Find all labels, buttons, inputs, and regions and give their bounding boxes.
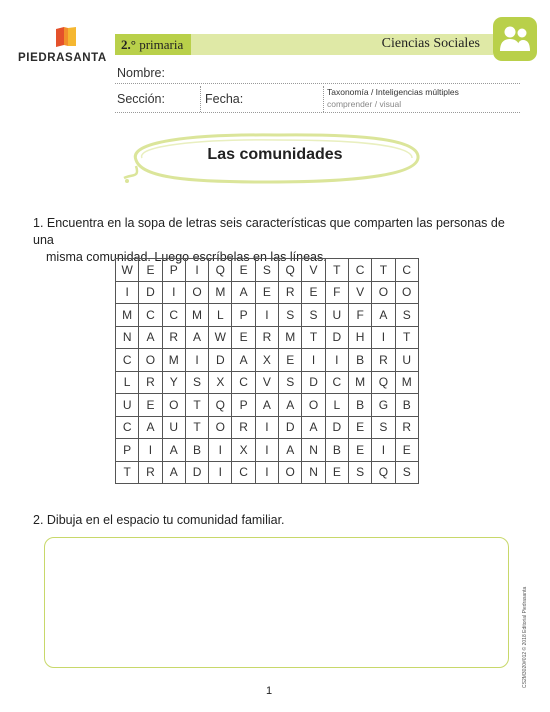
word-search-cell[interactable]: X [209,371,232,394]
word-search-cell[interactable]: E [325,461,348,484]
word-search-cell[interactable]: D [209,349,232,372]
word-search-cell[interactable]: U [395,349,418,372]
word-search-cell[interactable]: R [232,416,255,439]
word-search-cell[interactable]: B [348,349,371,372]
word-search-cell[interactable]: T [395,326,418,349]
word-search-cell[interactable]: A [302,416,325,439]
word-search-cell[interactable]: F [325,281,348,304]
word-search-cell[interactable]: R [372,349,395,372]
word-search-cell[interactable]: X [232,439,255,462]
people-icon [493,17,537,61]
word-search-row [116,304,419,327]
word-search-cell[interactable]: L [209,304,232,327]
word-search-cell[interactable]: O [139,349,162,372]
word-search-cell[interactable]: M [348,371,371,394]
word-search-cell[interactable]: G [372,394,395,417]
word-search-grid [115,258,419,484]
word-search-cell[interactable]: I [325,349,348,372]
word-search-cell[interactable]: E [232,326,255,349]
word-search-cell[interactable]: F [348,304,371,327]
word-search-cell[interactable]: E [348,439,371,462]
word-search-cell[interactable]: Q [209,394,232,417]
word-search-cell[interactable]: I [372,439,395,462]
copyright-side-text [519,548,529,688]
word-search-cell[interactable]: B [325,439,348,462]
word-search-row [116,259,419,282]
word-search-cell[interactable]: I [209,439,232,462]
word-search-cell[interactable]: E [279,349,302,372]
word-search-cell[interactable]: P [162,259,185,282]
word-search-cell[interactable]: A [139,416,162,439]
word-search-cell[interactable]: A [185,326,208,349]
word-search-cell[interactable]: S [395,304,418,327]
word-search-cell[interactable]: O [395,281,418,304]
open-book-icon [54,26,78,48]
word-search-cell[interactable]: I [302,349,325,372]
word-search-cell[interactable]: I [116,281,139,304]
word-search-row [116,371,419,394]
word-search-cell[interactable]: Q [372,461,395,484]
word-search-cell[interactable]: A [162,439,185,462]
word-search-cell[interactable]: R [279,281,302,304]
word-search-row [116,349,419,372]
question-1-line1: 1. Encuentra en la sopa de letras seis características que comparten las personas de una [33,216,505,247]
word-search-row [116,326,419,349]
word-search-cell[interactable]: V [348,281,371,304]
word-search-cell[interactable]: I [162,281,185,304]
section-label: Sección: [117,92,165,106]
word-search-cell[interactable]: O [162,394,185,417]
word-search-cell[interactable]: S [302,304,325,327]
word-search-cell[interactable]: M [395,371,418,394]
word-search-cell[interactable]: P [116,439,139,462]
word-search-cell[interactable]: I [255,416,278,439]
word-search-cell[interactable]: E [232,259,255,282]
word-search-cell[interactable]: Q [279,259,302,282]
word-search-cell[interactable]: I [185,349,208,372]
word-search-cell[interactable]: S [279,371,302,394]
word-search-cell[interactable]: W [209,326,232,349]
word-search-cell[interactable]: E [302,281,325,304]
section-line [115,112,520,113]
word-search-cell[interactable]: S [348,461,371,484]
word-search-cell[interactable]: I [139,439,162,462]
word-search-cell[interactable]: D [302,371,325,394]
word-search-cell[interactable]: U [162,416,185,439]
word-search-cell[interactable]: I [185,259,208,282]
question-2: 2. Dibuja en el espacio tu comunidad familiar. [33,513,285,527]
word-search-cell[interactable]: U [116,394,139,417]
word-search-cell[interactable]: T [185,416,208,439]
word-search-cell[interactable]: A [162,461,185,484]
word-search-cell[interactable]: N [116,326,139,349]
word-search-cell[interactable]: D [325,416,348,439]
word-search-cell[interactable]: X [255,349,278,372]
word-search-cell[interactable]: B [348,394,371,417]
date-label: Fecha: [205,92,244,106]
question-1-line2: misma comunidad. Luego escríbelas en las líneas. [46,250,327,264]
word-search-cell[interactable]: L [325,394,348,417]
word-search-cell[interactable]: V [255,371,278,394]
word-search-cell[interactable]: A [372,304,395,327]
drawing-area[interactable] [44,537,509,668]
word-search-cell[interactable]: C [162,304,185,327]
word-search-cell[interactable]: Q [209,259,232,282]
word-search-cell[interactable]: R [162,326,185,349]
word-search-cell[interactable]: D [139,281,162,304]
word-search-cell[interactable]: E [255,281,278,304]
word-search-row [116,281,419,304]
name-line[interactable] [115,83,520,84]
word-search-cell[interactable]: S [279,304,302,327]
word-search-cell[interactable]: A [232,281,255,304]
word-search-cell[interactable]: L [116,371,139,394]
word-search-cell[interactable]: S [185,371,208,394]
word-search-cell[interactable]: C [116,349,139,372]
word-search-cell[interactable]: O [372,281,395,304]
word-search-cell[interactable]: V [302,259,325,282]
word-search-row [116,394,419,417]
name-label: Nombre: [117,66,165,80]
word-search-cell[interactable]: T [325,259,348,282]
word-search-cell[interactable]: C [348,259,371,282]
field-divider [323,86,324,112]
taxonomy-value: comprender / visual [327,99,402,109]
word-search-cell[interactable]: A [255,394,278,417]
word-search-row [116,461,419,484]
word-search-cell[interactable]: A [279,439,302,462]
word-search-cell[interactable]: I [255,439,278,462]
word-search-cell[interactable]: M [279,326,302,349]
word-search-cell[interactable]: I [255,304,278,327]
word-search-cell[interactable]: O [279,461,302,484]
word-search-cell[interactable]: E [139,394,162,417]
word-search-cell[interactable]: C [395,259,418,282]
word-search-cell[interactable]: D [185,461,208,484]
publisher-logo: PIEDRASANTA [18,52,107,64]
word-search-cell[interactable]: O [302,394,325,417]
word-search-cell[interactable]: T [302,326,325,349]
page-number: 1 [266,685,273,697]
word-search-cell[interactable]: S [372,416,395,439]
word-search-cell[interactable]: C [116,416,139,439]
word-search-cell[interactable]: H [348,326,371,349]
word-search-cell[interactable]: Q [372,371,395,394]
taxonomy-label: Taxonomía / Inteligencias múltiples [327,87,459,97]
word-search-cell[interactable]: R [139,461,162,484]
word-search-cell[interactable]: P [232,394,255,417]
word-search-cell[interactable]: I [209,461,232,484]
word-search-cell[interactable]: B [395,394,418,417]
word-search-cell[interactable]: N [302,439,325,462]
word-search-cell[interactable]: T [185,394,208,417]
word-search-cell[interactable]: A [279,394,302,417]
word-search-cell[interactable]: M [116,304,139,327]
word-search-cell[interactable]: C [232,461,255,484]
word-search-cell[interactable]: P [232,304,255,327]
word-search-cell[interactable]: A [232,349,255,372]
word-search-cell[interactable]: C [325,371,348,394]
page-title: Las comunidades [207,146,343,163]
word-search-cell[interactable]: B [185,439,208,462]
word-search-cell[interactable]: R [255,326,278,349]
field-divider [200,86,201,112]
word-search-cell[interactable]: S [395,461,418,484]
word-search-cell[interactable]: A [139,326,162,349]
copyright-text: CS2M3020#012 © 2018 Editorial Piedrasanta [522,586,528,688]
word-search-cell[interactable]: I [255,461,278,484]
word-search-cell[interactable]: E [139,259,162,282]
word-search-cell[interactable]: O [209,416,232,439]
grade-text: primaria [139,37,184,52]
word-search-cell[interactable]: M [185,304,208,327]
word-search-cell[interactable]: N [302,461,325,484]
word-search-cell[interactable]: D [325,326,348,349]
word-search-cell[interactable]: R [139,371,162,394]
word-search-cell[interactable]: C [139,304,162,327]
word-search-cell[interactable]: D [279,416,302,439]
word-search-cell[interactable]: S [255,259,278,282]
grade-label [115,34,191,55]
word-search-cell[interactable]: U [325,304,348,327]
word-search-cell[interactable]: M [162,349,185,372]
word-search-cell[interactable]: O [185,281,208,304]
word-search-cell[interactable]: W [116,259,139,282]
word-search-cell[interactable]: M [209,281,232,304]
grade-number: 2.° [121,37,136,52]
word-search-row [116,439,419,462]
word-search-cell[interactable]: E [348,416,371,439]
word-search-cell[interactable]: I [372,326,395,349]
word-search-cell[interactable]: T [116,461,139,484]
word-search-cell[interactable]: E [395,439,418,462]
word-search-cell[interactable]: T [372,259,395,282]
subject-label: Ciencias Sociales [381,36,480,51]
word-search-row [116,416,419,439]
word-search-cell[interactable]: C [232,371,255,394]
word-search-cell[interactable]: R [395,416,418,439]
word-search-cell[interactable]: Y [162,371,185,394]
